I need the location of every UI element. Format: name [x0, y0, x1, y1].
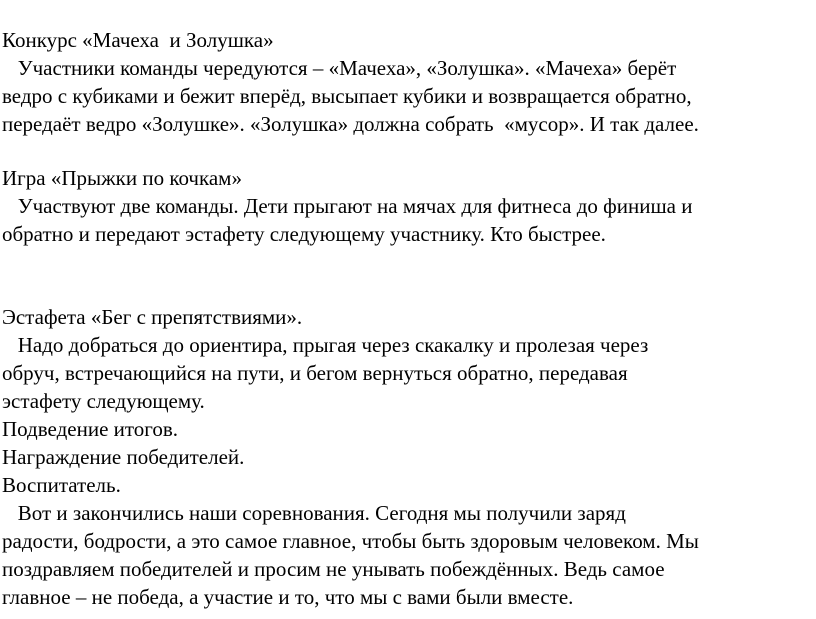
paragraph-line: передаёт ведро «Золушке». «Золушка» должна собрать «мусор». И так далее.: [2, 112, 699, 136]
paragraph-line: Участвуют две команды. Дети прыгают на мячах для фитнеса до финиша и: [2, 194, 693, 218]
paragraph-line: ведро с кубиками и бежит вперёд, высыпает кубики и возвращается обратно,: [2, 84, 692, 108]
spacer: [2, 138, 814, 164]
paragraph-line: радости, бодрости, а это самое главное, чтобы быть здоровым человеком. Мы: [2, 529, 699, 553]
paragraph-line: Вот и закончились наши соревнования. Сегодня мы получили заряд: [2, 501, 626, 525]
paragraph-line: главное – не победа, а участие и то, что мы с вами были вместе.: [2, 585, 574, 609]
paragraph-line: обратно и передают эстафету следующему участнику. Кто быстрее.: [2, 222, 606, 246]
spacer: [2, 248, 814, 303]
document-body: [2, 26, 814, 611]
speaker-label: Воспитатель.: [2, 473, 121, 497]
paragraph-line: поздравляем победителей и просим не унывать побеждённых. Ведь самое: [2, 557, 665, 581]
summary-line: Подведение итогов.: [2, 417, 179, 441]
section-title-relay: Эстафета «Бег с препятствиями».: [2, 305, 303, 329]
paragraph-line: Участники команды чередуются – «Мачеха», «Золушка». «Мачеха» берёт: [2, 56, 677, 80]
awards-line: Награждение победителей.: [2, 445, 245, 469]
section-title-game: Игра «Прыжки по кочкам»: [2, 166, 242, 190]
paragraph-line: Надо добраться до ориентира, прыгая через скакалку и пролезая через: [2, 333, 649, 357]
paragraph-line: эстафету следующему.: [2, 389, 205, 413]
paragraph-line: обруч, встречающийся на пути, и бегом вернуться обратно, передавая: [2, 361, 628, 385]
section-title-contest: Конкурс «Мачеха и Золушка»: [2, 28, 274, 52]
